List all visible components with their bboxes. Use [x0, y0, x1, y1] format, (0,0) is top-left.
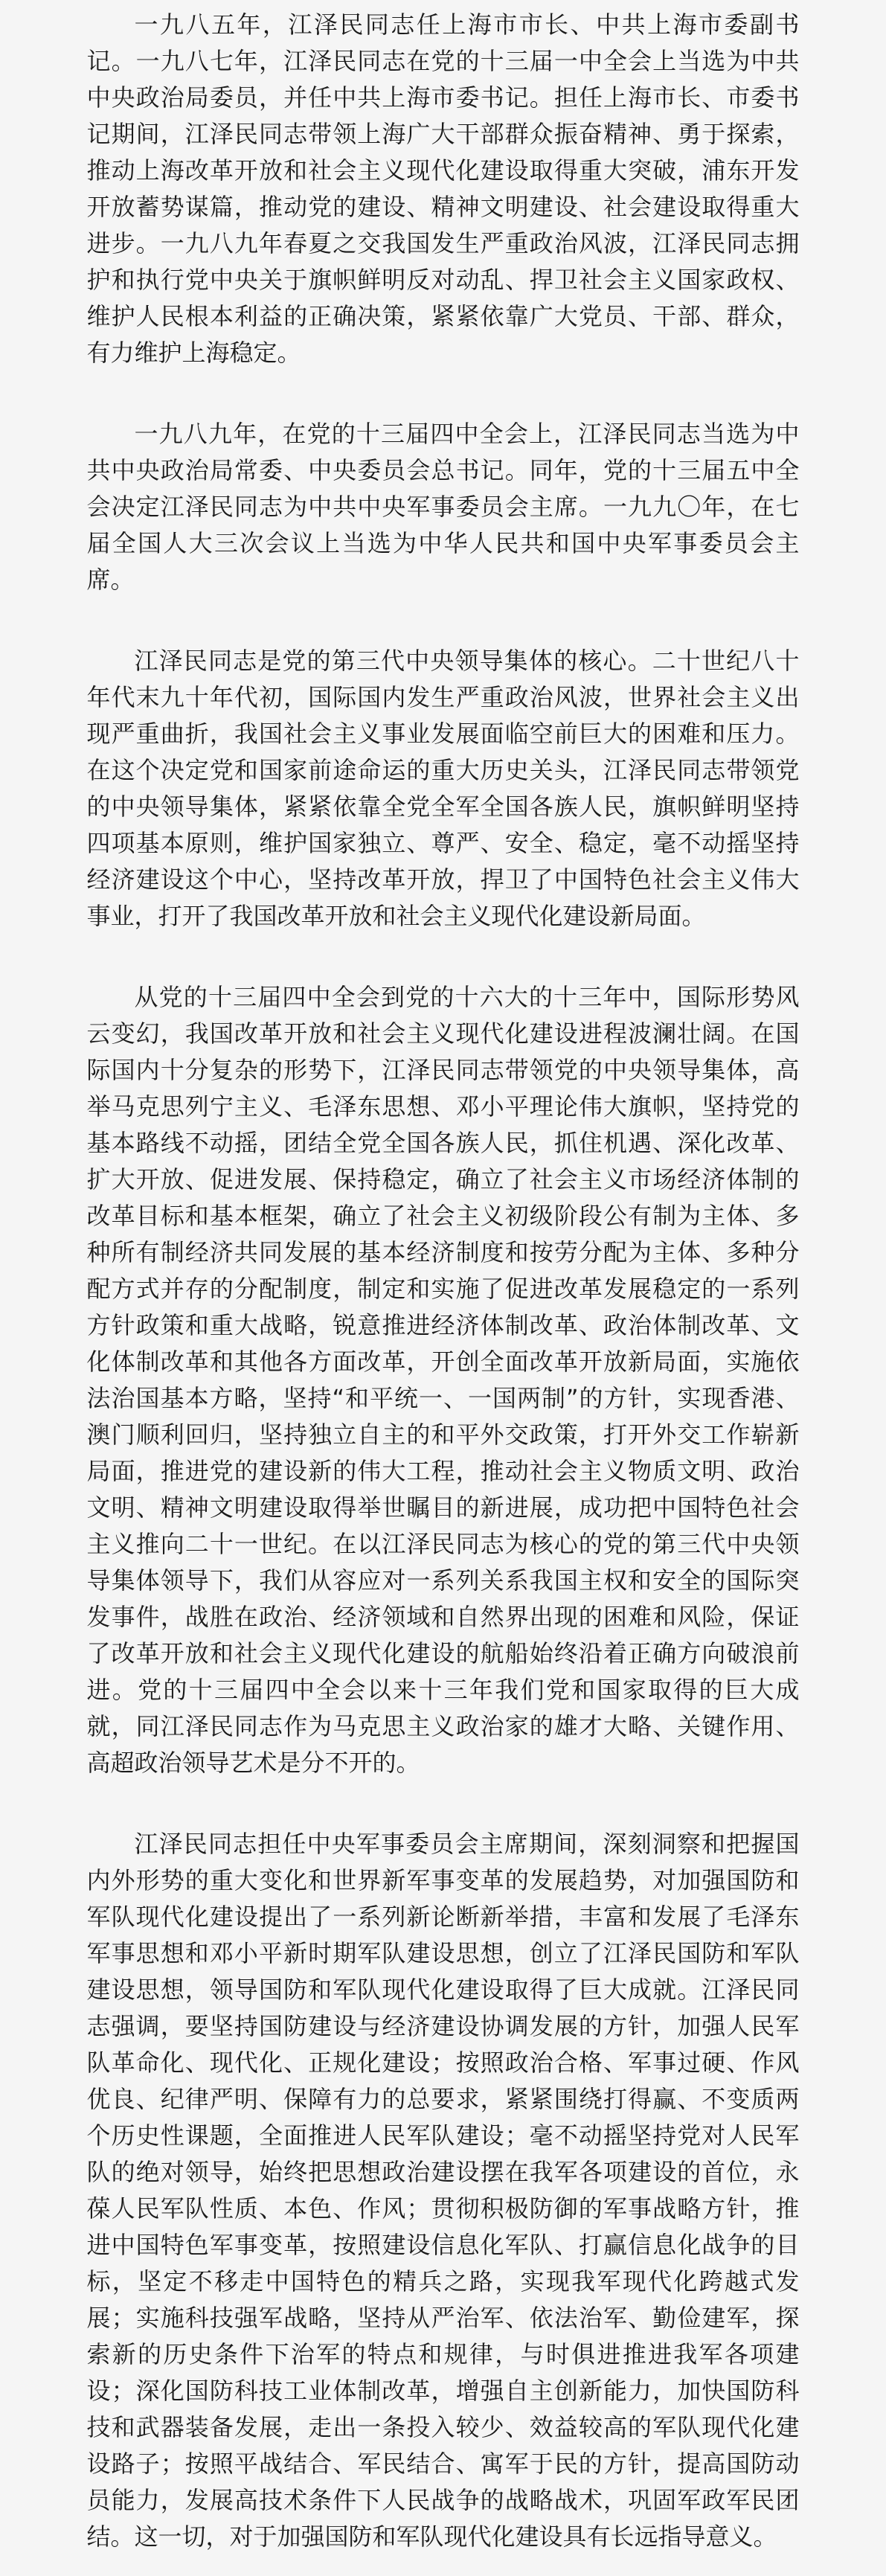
paragraph-thirteen-years-achievements: 从党的十三届四中全会到党的十六大的十三年中，国际形势风云变幻，我国改革开放和社会主义现代化建设进程波澜壮阔。在国际国内十分复杂的形势下，江泽民同志带领党的中央领导集体，高举马克思列宁主义、毛泽东思想、邓小平理论伟大旗帜，坚持党的基本路线不动摇，团结全党全国各族人民，抓住机遇、深化改革、扩大开放、促进发展、保持稳定，确立了社会主义市场经济体制的改革目标和基本框架，确立了社会主义初级阶段公有制为主体、多种所有制经济共同发展的基本经济制度和按劳分配为主体、多种分配方式并存的分配制度，制定和实施了促进改革发展稳定的一系列方针政策和重大战略，锐意推进经济体制改革、政治体制改革、文化体制改革和其他各方面改革，开创全面改革开放新局面，实施依法治国基本方略，坚持“和平统一、一国两制”的方针，实现香港、澳门顺利回归，坚持独立自主的和平外交政策，打开外交工作崭新局面，推进党的建设新的伟大工程，推动社会主义物质文明、政治文明、精神文明建设取得举世瞩目的新进展，成功把中国特色社会主义推向二十一世纪。在以江泽民同志为核心的党的第三代中央领导集体领导下，我们从容应对一系列关系我国主权和安全的国际突发事件，战胜在政治、经济领域和自然界出现的困难和风险，保证了改革开放和社会主义现代化建设的航船始终沿着正确方向破浪前进。党的十三届四中全会以来十三年我们党和国家取得的巨大成就，同江泽民同志作为马克思主义政治家的雄才大略、关键作用、高超政治领导艺术是分不开的。: [86, 983, 800, 1777]
paragraph-third-generation-core: 江泽民同志是党的第三代中央领导集体的核心。二十世纪八十年代末九十年代初，国际国内发生严重政治风波，世界社会主义出现严重曲折，我国社会主义事业发展面临空前巨大的困难和压力。在这个决定党和国家前途命运的重大历史关头，江泽民同志带领党的中央领导集体，紧紧依靠全党全军全国各族人民，旗帜鲜明坚持四项基本原则，维护国家独立、尊严、安全、稳定，毫不动摇坚持经济建设这个中心，坚持改革开放，捍卫了中国特色社会主义伟大事业，打开了我国改革开放和社会主义现代化建设新局面。: [86, 647, 800, 930]
paragraph-military-commission-chairman: 江泽民同志担任中央军事委员会主席期间，深刻洞察和把握国内外形势的重大变化和世界新军事变革的发展趋势，对加强国防和军队现代化建设提出了一系列新论断新举措，丰富和发展了毛泽东军事思想和邓小平新时期军队建设思想，创立了江泽民国防和军队建设思想，领导国防和军队现代化建设取得了巨大成就。江泽民同志强调，要坚持国防建设与经济建设协调发展的方针，加强人民军队革命化、现代化、正规化建设；按照政治合格、军事过硬、作风优良、纪律严明、保障有力的总要求，紧紧围绕打得赢、不变质两个历史性课题，全面推进人民军队建设；毫不动摇坚持党对人民军队的绝对领导，始终把思想政治建设摆在我军各项建设的首位，永葆人民军队性质、本色、作风；贯彻积极防御的军事战略方针，推进中国特色军事变革，按照建设信息化军队、打赢信息化战争的目标，坚定不移走中国特色的精兵之路，实现我军现代化跨越式发展；实施科技强军战略，坚持从严治军、依法治军、勤俭建军，探索新的历史条件下治军的特点和规律，与时俱进推进我军各项建设；深化国防科技工业体制改革，增强自主创新能力，加快国防科技和武器装备发展，走出一条投入较少、效益较高的军队现代化建设路子；按照平战结合、军民结合、寓军于民的方针，提高国防动员能力，发展高技术条件下人民战争的战略战术，巩固军政军民团结。这一切，对于加强国防和军队现代化建设具有长远指导意义。: [86, 1830, 800, 2551]
paragraph-1989-elections: 一九八九年，在党的十三届四中全会上，江泽民同志当选为中共中央政治局常委、中央委员会总书记。同年，党的十三届五中全会决定江泽民同志为中共中央军事委员会主席。一九九〇年，在七届全国人大三次会议上当选为中华人民共和国中央军事委员会主席。: [86, 420, 800, 594]
article-body: [87, 0, 800, 2576]
paragraph-shanghai-years: 一九八五年，江泽民同志任上海市市长、中共上海市委副书记。一九八七年，江泽民同志在党的十三届一中全会上当选为中共中央政治局委员，并任中共上海市委书记。担任上海市长、市委书记期间，江泽民同志带领上海广大干部群众振奋精神、勇于探索，推动上海改革开放和社会主义现代化建设取得重大突破，浦东开发开放蓄势谋篇，推动党的建设、精神文明建设、社会建设取得重大进步。一九八九年春夏之交我国发生严重政治风波，江泽民同志拥护和执行党中央关于旗帜鲜明反对动乱、捍卫社会主义国家政权、维护人民根本利益的正确决策，紧紧依靠广大党员、干部、群众，有力维护上海稳定。: [86, 10, 800, 367]
